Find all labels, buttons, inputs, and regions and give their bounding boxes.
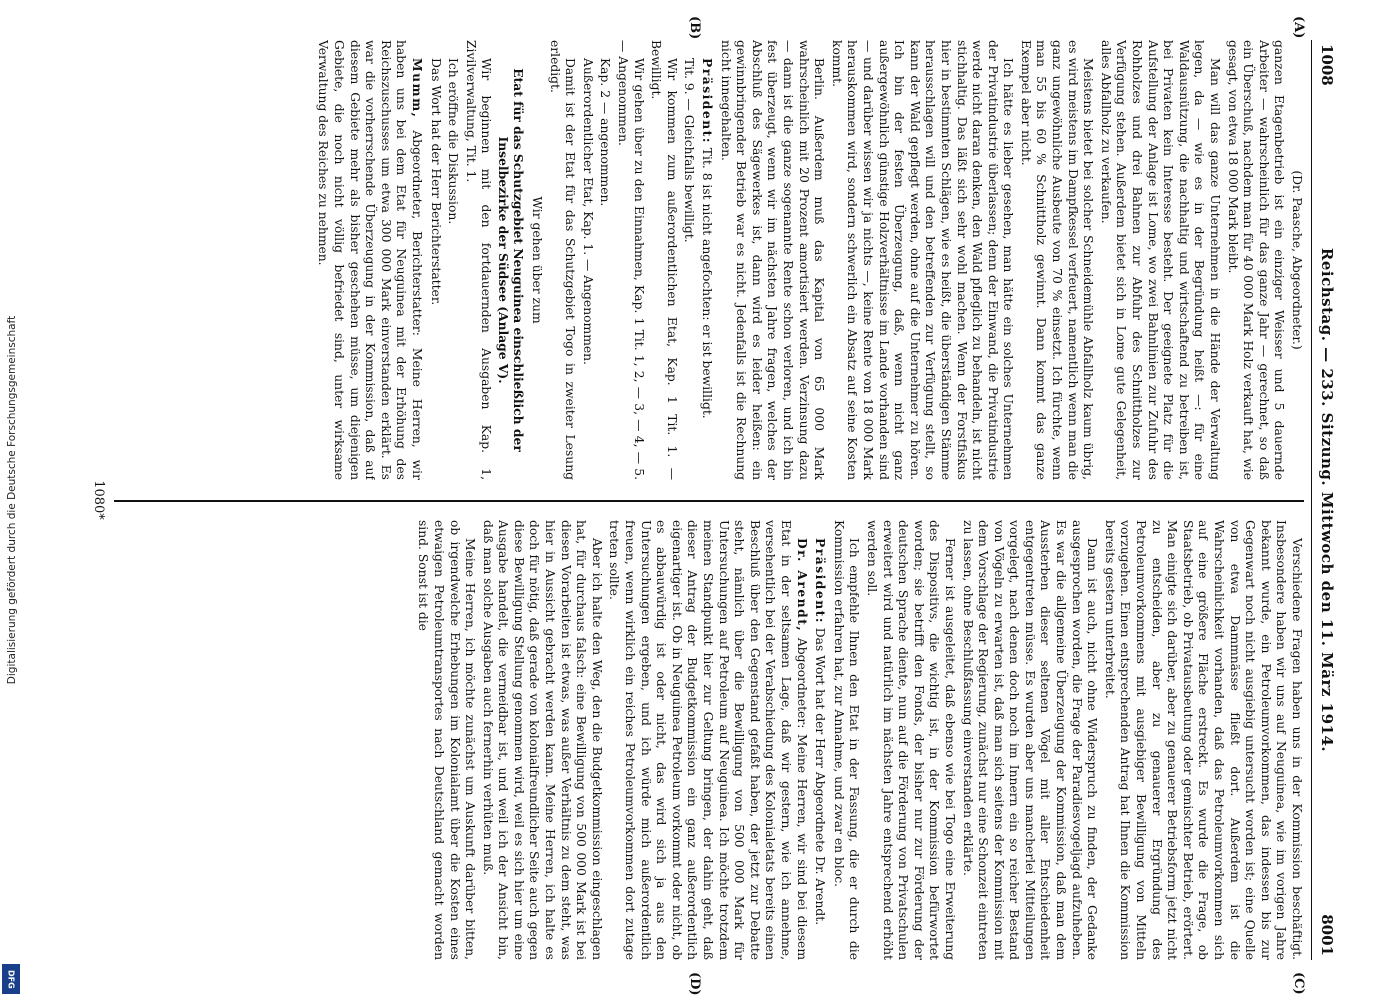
- scanned-page: [62, 16, 1342, 996]
- paragraph: Verschiedene Fragen haben uns in der Kommission beschäftigt. Insbesondere haben wir uns auf Neuguinea, wie im vorigen Jahre bekannt wurde, ein Petroleumvorkommen, das indessen bis zur Gegenwart noch nicht ausgiebig untersucht worden ist; eine Quelle von etwa Dammnässe fließt dort. Außerdem ist die Wahrscheinlichkeit vorhanden, daß das Petroleumvorkommen sich auf eine größere Fläche erstreckt. Es wurde die Frage, ob Staatsbetrieb, ob Privatausbeutung oder gemischter Betrieb, erörtert. Man einigte sich darüber, aber zu genauerer Betriebsform jetzt nicht zu entscheiden, aber zu genauerer Ergründung des Petroleumvorkommens mit ausgiebiger Bewilligung von Mitteln vorzugehen. Einen entsprechenden Antrag hat Ihnen die Kommission bereits gestern unterbreitet.: [1102, 520, 1304, 960]
- credit-text: Digitalisierung gefördert durch die Deutsche Forschungsgemeinschaft: [6, 315, 18, 685]
- statement-text: Meine Herren, wir haben uns bei dem Etat für Neuguinea mit der Erhöhung des Reichszuschusses um etwa 300 000 Mark einverstanden erklärt. Es war die vorherrschende Überzeugung in der Kommission, daß auf diesem Gebiete mehr als bisher geschehen müsse, um diejenigen Gebiete, die noch nicht völlig befriedet sind, unter wirksame Verwaltung des Reiches zu nehmen.: [316, 40, 424, 480]
- paragraph: ganzen Etagenbetrieb ist ein einziger Weisser und 5 dauernde Arbeiter — wahrscheinlich für das ganze Jahr — gerechnet, so daß ein Überschuß, nachdem man für 40 000 Mark Holz verkauft hat, wie gesagt, von etwa 18 000 Mark bleibt.: [1225, 40, 1287, 480]
- statement-text: Meine Herren, wir sind bei diesem Etat in der seltsamen Lage, daß wir gestern, wie ich annehme, versehentlich bei der Verabschiedung des Kolonialetats bereits einen Beschluß über den Gegenstand gefaßt haben, der jetzt zur Debatte steht, nämlich über die Bewilligung von 500 000 Mark für Untersuchungen auf Petroleum auf Neuguinea. Ich möchte trotzdem meinen Standpunkt hier zur Geltung bringen, der dahin geht, daß dieser Antrag der Budgetkommission ein ganz außerordentlich eigenartiger ist. Ob in Neuguinea Petroleum vorkommt oder nicht, ob es abbauwürdig ist oder nicht, das wird sich ja aus den Untersuchungen ergeben, und ich würde mich außerordentlich freuen, wenn wirklich ein reiches Petroleumvorkommen dort zutage treten sollte.: [607, 520, 809, 960]
- margin-marker-c: (C): [1291, 972, 1306, 995]
- margin-marker-a: (A): [1291, 16, 1306, 39]
- speaker-note: (Dr. Paasche, Abgeordneter.): [1290, 170, 1304, 350]
- margin-marker-b: (B): [687, 16, 702, 40]
- speaker-name: Präsident:: [813, 538, 829, 624]
- paragraph: Tit. 9. — Gleichfalls bewilligt.: [682, 58, 697, 243]
- page-header: [1311, 40, 1342, 960]
- margin-marker-d: (D): [687, 972, 702, 996]
- page-number-left: 1008: [1318, 44, 1336, 86]
- section-title: Etat für das Schutzgebiet Neuguinea einschließlich der Inselbezirke der Südsee (Anlage V).: [495, 68, 527, 452]
- paragraph: Ich hätte es lieber gesehen, man hätte ein solches Unternehmen der Privatindustrie überlassen; denn der Einwand, die Privatindustrie werde nicht daran denken, den Wald pfleglich zu behandeln, ist nicht stichhaltig. Das läßt sich sehr wohl machen. Wenn der Forstfiskus hier in bestimmten Schlägen, wie es heißt, die überständigen Stämme herausschlagen will und den betreffenden zur Verfügung stellt, so kann der Wald gepflegt werden, ohne auf die Unternehmer zu hören. Ich bin der festen Überzeugung, daß, wenn nicht ganz außergewöhnlich günstige Holzverhältnisse im Lande vorhanden sind — und darüber wissen wir ja nichts —, keine Rente von 18 000 Mark herauskommen wird, sondern schwerlich ein Absatz auf seine Kosten kommt.: [829, 40, 1016, 480]
- president-statement: [812, 520, 829, 960]
- paragraph: Außerordentlicher Etat, Kap. 1. — Angenommen.: [580, 58, 595, 365]
- speech: [606, 520, 810, 960]
- paragraph: Ich eröffne die Diskussion.: [446, 58, 461, 225]
- digitization-credit: [0, 0, 24, 1000]
- speaker-role: Abgeordneter, Berichterstatter:: [409, 130, 424, 336]
- paragraph: Wir gehen über zu den Einnahmen, Kap. 1 Tit. 1, 2, — 3, — 4, — 5. — Angenommen.: [616, 40, 646, 480]
- dfg-logo: DFG: [2, 964, 20, 994]
- paragraph: Berlin. Außerdem muß das Kapital von 65 000 Mark wahrscheinlich mit 20 Prozent amortisiert werden. Verzinsung dazu — dann ist die ganze sogenannte Rente schon verloren, und ich bin fest überzeugt, wenn wir im nächsten Jahre fragen, welches der Abschluß des Sägewerkes ist, dann wird es leider heißen: ein gewinnbringender Betrieb war es nicht. Jedenfalls ist die Rechnung nicht innegehalten.: [718, 40, 827, 480]
- footer-number: 1080*: [91, 480, 106, 520]
- president-statement: [698, 40, 715, 480]
- paragraph: Ferner ist ausgeleitet, daß ebenso wie bei Togo eine Erweiterung des Dispositivs, die wichtig ist, in der Kommission befürwortet worden; sie betrifft den Fonds, der bisher nur zur Förderung der deutschen Sprache diente, nun auf die Förderung von Privatschulen erweitert wird und natürlich im nächsten Jahre entsprechend erhöht werden soll.: [864, 520, 957, 960]
- speaker-name: Präsident:: [700, 58, 716, 144]
- paragraph: Wir beginnen mit den fortdauernden Ausgaben Kap. 1, Zivilverwaltung, Tit. 1.: [463, 40, 494, 480]
- paragraph: Dann ist auch, nicht ohne Widerspruch zu finden, der Gedanke ausgesprochen worden, die Frage der Paradiesvogeljagd aufzuheben. Es war die allgemeine Überzeugung der Kommission, daß man dem Aussterben dieser seltenen Vögel mit aller Entschiedenheit entgegentreten müsse. Es wurden aber uns mancherlei Mitteilungen vorgelegt, nach denen doch noch im Innern ein so reicher Bestand von Vögeln zu erwarten ist, daß man sich seitens der Kommission mit dem Vorschlage der Regierung, zunächst nur eine Schonzeit eintreten zu lassen, ohne Beschlußfassung einverstanden erklärte.: [960, 520, 1100, 960]
- speaker-name: Dr. Arendt,: [794, 538, 810, 633]
- paragraph: Meistens bietet bei solcher Schneidemühle Abfallholz kaum übrig, es wird meistens im Dampfkessel verfeuert, namentlich wenn man die ganz ungewöhnliche Ausbeute von 70 % einsetzt. Ich fürchte, wenn man 55 bis 60 % Schnittholz gewinnt. Dann kommt das ganze Exempel aber nicht.: [1018, 40, 1096, 480]
- paragraph: Aber ich halte den Weg, den die Budgetkommission eingeschlagen hat, für durchaus falsch: eine Bewilligung von 500 000 Mark ist bei diesen Vorarbeiten ist etwas, was außer Verhältnis zu dem steht, was hier in Aussicht gebracht werden kann. Meine Herren, ich halte es doch für nötig, daß gerade von kolonialfreundlicher Seite auch gegen diese Bewilligung Stellung genommen wird, weil es sich hier um eine Ausgabe handelt, die vermeidbar ist, und weil ich der Ansicht bin, daß man solche Ausgaben auch fernerhin verhüten muß.: [480, 520, 604, 960]
- column-divider: [114, 500, 1304, 502]
- paragraph: Wir kommen zum außerordentlichen Etat, Kap. 1 Tit. 1. — Bewilligt.: [649, 40, 679, 480]
- page-number-right: 8001: [1318, 914, 1336, 956]
- right-column: [114, 520, 1304, 960]
- paragraph: Meine Herren, ich möchte zunächst um Auskunft darüber bitten, ob irgendwelche Erhebungen im Kolonialamt über die Kosten eines etwaigen Petroleumtransportes nach Deutschland gemacht worden sind. Sonst ist die: [416, 520, 478, 960]
- running-title: Reichstag. — 233. Sitzung. Mittwoch den 11. März 1914.: [1318, 247, 1336, 753]
- left-column: [114, 40, 1304, 480]
- paragraph: Ich empfehle Ihnen den Etat in der Fassung, die er durch die Kommission erfahren hat, zur Annahme, und zwar en bloc.: [831, 520, 862, 960]
- paragraph: Wir gehen über zum: [530, 196, 545, 324]
- speaker-role: Abgeordneter:: [794, 637, 809, 729]
- paragraph: Man will das ganze Unternehmen in die Hände der Verwaltung legen, da — wie es in der Begründung heißt —: für eine Waldausnützung, die nachhaltig und wirtschaftend zu betreiben ist, bei Privaten kein Interesse besteht. Der geeignete Platz für die Aufstellung der Anlage ist Lome, wo zwei Bahnlinien zur Zufuhr des Rohholzes und drei Bahnen zur Abfuhr des Schnittholzes zur Verfügung stehen. Außerdem bietet sich in Lome gute Gelegenheit, alles Abfallholz zu verkaufen.: [1098, 40, 1223, 480]
- rapporteur-statement: [315, 40, 425, 480]
- speaker-name: Mumm,: [409, 58, 425, 119]
- statement-text: Das Wort hat der Herr Abgeordnete Dr. Arendt.: [813, 627, 828, 926]
- paragraph: Das Wort hat der Herr Berichterstatter.: [428, 58, 443, 306]
- paragraph: Kap. 2 — angenommen.: [598, 58, 613, 207]
- paragraph: Damit ist der Etat für das Schutzgebiet Togo in zweiter Lesung erledigt.: [547, 40, 578, 480]
- statement-text: Tit. 8 ist nicht angefochten: er ist bewilligt.: [700, 147, 715, 419]
